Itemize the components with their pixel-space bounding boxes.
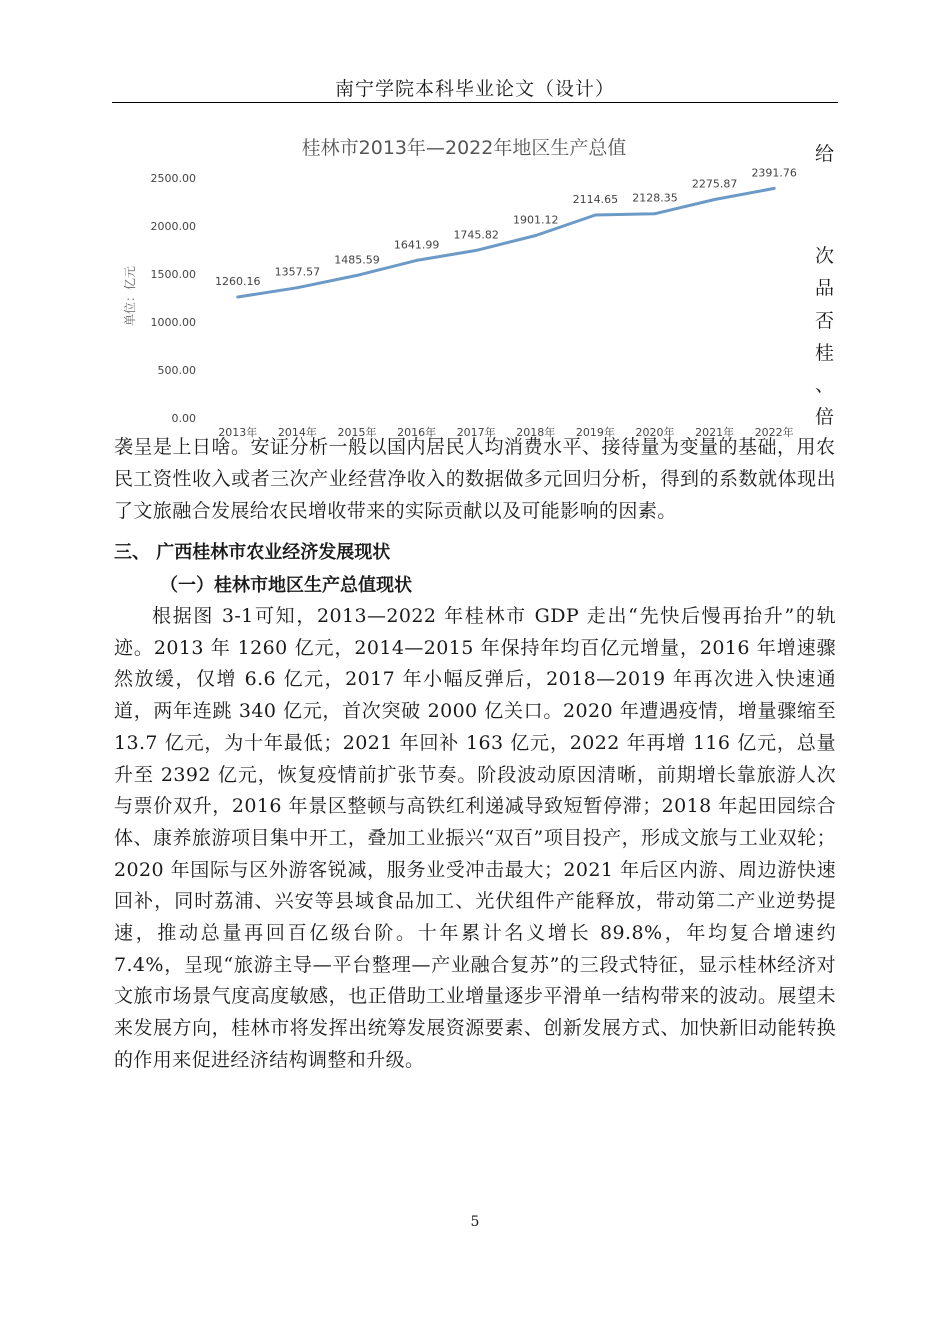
y-axis-label: 单位：亿元 (123, 265, 137, 327)
gdp-line-chart (114, 128, 808, 444)
side-fragment: 次 (815, 245, 835, 267)
y-tick-group (151, 172, 197, 425)
x-tick-label: 2021年 (695, 426, 735, 439)
data-point (415, 259, 418, 262)
data-point (654, 212, 657, 215)
data-point (773, 187, 776, 190)
data-label: 1485.59 (334, 253, 380, 267)
data-point (475, 249, 478, 252)
data-label: 1745.82 (453, 228, 499, 242)
data-point (296, 286, 299, 289)
side-fragment: 否 (815, 310, 835, 332)
side-fragment: 桂 (815, 342, 835, 364)
data-label: 2275.87 (691, 177, 738, 191)
series-group (236, 187, 775, 299)
data-point (356, 274, 359, 277)
y-tick-label: 0.00 (171, 412, 196, 425)
partially-hidden-line (114, 436, 836, 464)
chart-svg (114, 128, 808, 444)
data-label: 1260.16 (215, 275, 261, 289)
page-header: 南宁学院本科毕业论文（设计） (334, 78, 615, 100)
x-tick-label: 2019年 (575, 426, 615, 439)
x-tick-label: 2017年 (456, 426, 496, 439)
y-tick-label: 2500.00 (150, 172, 196, 185)
page-number: 5 (470, 1214, 480, 1230)
side-fragment: 倍 (815, 406, 835, 428)
data-label: 2128.35 (632, 191, 678, 205)
header-rule (112, 102, 838, 103)
side-fragment: 给 (815, 143, 835, 165)
body-paragraph: 根据图 3-1可知，2013—2022 年桂林市 GDP 走出“先快后慢再抬升”的轨迹。2013 年 1260 亿元，2014—2015 年保持年均百亿元增量，2016 年增速骤然放缓，仅增 6.6 亿元，2017 年小幅反弹后，2018—2019 年再次进入快速通道，两年连跳 340 亿元，首次突破 2000 亿关口。2020 年遭遇疫情，增量骤缩至 13.7 亿元，为十年最低；2021 年回补 163 亿元，2022 年再增 116 亿元，总量升至 2392 亿元，恢复疫情前扩张节奏。阶段波动原因清晰，前期增长靠旅游人次与票价双升，2016 年景区整顿与高铁红利递减导致短暂停滞；2018 年起田园综合体、康养旅游项目集中开工，叠加工业振兴“双百”项目投产，形成文旅与工业双轮；2020 年国际与区外游客锐减，服务业受冲击最大；2021 年后区内游、周边游快速回补，同时荔浦、兴安等县域食品加工、光伏组件产能释放，带动第二产业逆势提速，推动总量再回百亿级台阶。十年累计名义增长 89.8%，年均复合增速约 7.4%，呈现“旅游主导—平台整理—产业融合复苏”的三段式特征，显示桂林经济对文旅市场景气度高度敏感，也正借助工业增量逐步平滑单一结构带来的波动。展望未来发展方向，桂林市将发挥出统筹发展资源要素、创新发展方式、加快新旧动能转换的作用来促进经济结构调整和升级。 (114, 605, 836, 1071)
y-tick-label: 1500.00 (150, 268, 196, 281)
side-fragment: 、 (815, 374, 835, 396)
chart-title: 桂林市2013年—2022年地区生产总值 (301, 137, 627, 159)
data-label: 2114.65 (572, 192, 619, 206)
subsection-heading: （一）桂林市地区生产总值现状 (160, 575, 412, 596)
data-point (236, 296, 239, 299)
side-fragment: 品 (815, 277, 835, 299)
x-tick-label: 2016年 (397, 426, 437, 439)
y-tick-label: 1000.00 (150, 316, 196, 329)
partial-line-text: 袭呈是上日啥。安证分析一般以国内居民人均消费水平、接待量为变量的基础，用农 (114, 436, 836, 458)
data-label-group (215, 166, 797, 288)
series-line (238, 188, 774, 297)
data-label: 2391.76 (751, 166, 797, 180)
data-label: 1901.12 (513, 213, 559, 227)
data-point (534, 234, 537, 237)
section-heading: 三、 广西桂林市农业经济发展现状 (114, 542, 391, 563)
data-label: 1357.57 (274, 265, 321, 279)
x-tick-label: 2013年 (218, 426, 258, 439)
data-point (594, 213, 597, 216)
x-tick-label: 2018年 (516, 426, 556, 439)
y-tick-label: 2000.00 (150, 220, 196, 233)
y-tick-label: 500.00 (157, 364, 196, 377)
data-label: 1641.99 (393, 238, 440, 252)
x-tick-label: 2020年 (635, 426, 675, 439)
data-point (713, 198, 716, 201)
x-tick-label: 2022年 (754, 426, 794, 439)
x-tick-label: 2014年 (277, 426, 317, 439)
paragraph-continuation: 民工资性收入或者三次产业经营净收入的数据做多元回归分析，得到的系数就体现出了文旅融合发展给农民增收带来的实际贡献以及可能影响的因素。 (114, 468, 836, 522)
x-tick-label: 2015年 (337, 426, 377, 439)
